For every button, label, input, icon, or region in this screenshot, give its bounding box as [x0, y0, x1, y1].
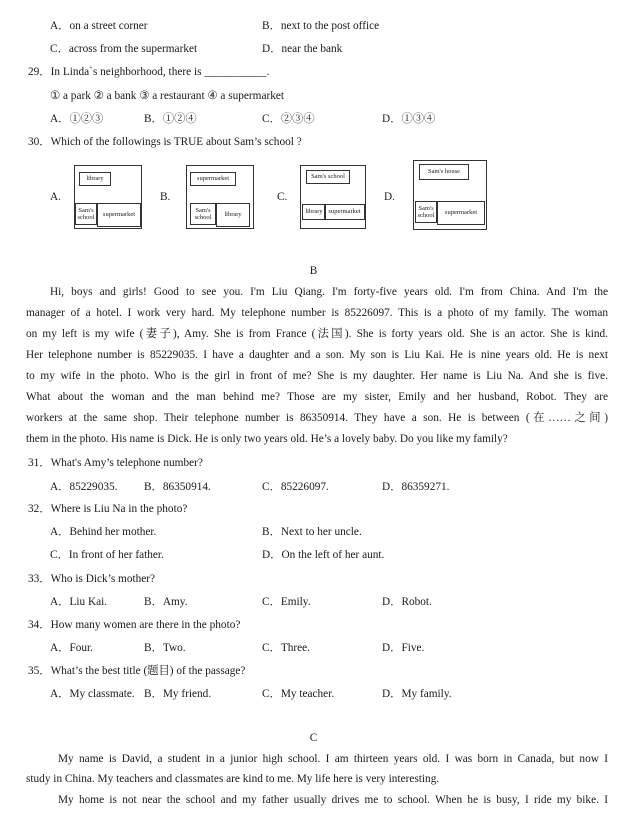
q34-option-d: D．Five.: [382, 642, 425, 654]
section-b-line: on my left is my wife (妻子), Amy. She is from France (法国). She is forty years old. She is an actor. She is kind.: [26, 328, 608, 340]
section-b-line: Her telephone number is 85229035. I have a daughter and a son. My son is Liu Kai. He is nine years old. He is next: [26, 349, 608, 361]
section-c-heading: C: [309, 732, 318, 744]
section-c-line: My name is David, a student in a junior high school. I am thirteen years old. I was born in Canada, but now I: [58, 753, 608, 765]
q34-option-c: C．Three.: [262, 642, 310, 654]
q28-option-c: C．across from the supermarket: [50, 43, 198, 55]
q30-option-a-label: A.: [50, 191, 61, 203]
map-c-right-box: supermarket: [324, 204, 365, 220]
map-b-left-box: Sam's school: [190, 203, 216, 225]
map-option-b: [186, 165, 254, 229]
section-c-line: My home is not near the school and my father usually drives me to school. When he is busy, I ride my bike. I: [58, 794, 608, 806]
q30-stem: 30．Which of the followings is TRUE about Sam’s school ?: [28, 136, 302, 148]
q34-option-b: B．Two.: [144, 642, 186, 654]
q29-stem: 29．In Linda`s neighborhood, there is ___________.: [28, 66, 270, 78]
q33-stem: 33．Who is Dick’s mother?: [28, 573, 156, 585]
q31-option-d: D．86359271.: [382, 481, 450, 493]
section-c-line: study in China. My teachers and classmates are kind to me. My life here is very interesting.: [26, 773, 440, 785]
q34-stem: 34．How many women are there in the photo?: [28, 619, 241, 631]
section-b-line: them in the photo. His name is Dick. He is only two years old. He’s a lovely baby. Do you like my family?: [26, 433, 508, 445]
q33-option-b: B．Amy.: [144, 596, 188, 608]
q29-items: ① a park ② a bank ③ a restaurant ④ a supermarket: [50, 90, 285, 102]
map-d-left-box: Sam's school: [415, 201, 437, 223]
map-c-left-box: library: [302, 204, 326, 220]
map-option-a: [74, 165, 142, 229]
map-c-top-box: Sam's school: [306, 170, 350, 184]
q28-option-b: B．next to the post office: [262, 20, 380, 32]
map-d-top-box: Sam's house: [419, 164, 469, 180]
section-b-line: Hi, boys and girls! Good to see you. I'm Liu Qiang. I'm forty-five years old. I'm from China. And I'm the: [50, 286, 608, 298]
q32-option-b: B．Next to her uncle.: [262, 526, 362, 538]
q31-option-b: B．86350914.: [144, 481, 211, 493]
section-b-line: to my wife in the photo. Who is the girl in front of me? She is my daughter. Her name is Liu Na. And she is five.: [26, 370, 608, 382]
q32-option-a: A．Behind her mother.: [50, 526, 157, 538]
map-a-right-box: supermarket: [97, 203, 141, 227]
q31-option-c: C．85226097.: [262, 481, 329, 493]
q33-option-c: C．Emily.: [262, 596, 311, 608]
q32-stem: 32．Where is Liu Na in the photo?: [28, 503, 188, 515]
q34-option-a: A．Four.: [50, 642, 93, 654]
map-b-right-box: library: [216, 203, 250, 227]
map-a-top-box: library: [79, 172, 111, 186]
map-option-c: [300, 165, 366, 229]
q32-option-c: C．In front of her father.: [50, 549, 164, 561]
q29-option-c: C．②③④: [262, 113, 315, 125]
map-a-left-box: Sam's school: [75, 203, 97, 225]
q35-option-d: D．My family.: [382, 688, 452, 700]
q29-option-b: B．①②④: [144, 113, 197, 125]
q30-option-b-label: B.: [160, 191, 171, 203]
q35-option-b: B．My friend.: [144, 688, 212, 700]
map-d-right-box: supermarket: [437, 201, 485, 225]
section-b-line: manager of a hotel. I work very hard. My telephone number is 85226097. This is a photo of my family. The woman: [26, 307, 608, 319]
section-b-line: workers at the same shop. Their telephone number is 86350914. They have a son. He is between (在……之间): [26, 412, 608, 424]
q29-option-a: A．①②③: [50, 113, 104, 125]
q28-option-d: D．near the bank: [262, 43, 343, 55]
map-option-d: [413, 160, 487, 230]
q28-option-a: A．on a street corner: [50, 20, 148, 32]
q30-option-d-label: D.: [384, 191, 395, 203]
q31-stem: 31．What's Amy’s telephone number?: [28, 457, 203, 469]
q33-option-d: D．Robot.: [382, 596, 432, 608]
q29-option-d: D．①③④: [382, 113, 436, 125]
q30-option-c-label: C.: [277, 191, 288, 203]
q35-stem: 35．What’s the best title (题目) of the passage?: [28, 665, 246, 677]
map-b-top-box: supermarket: [190, 172, 236, 186]
section-b-line: What about the woman and the man behind me? Those are my sister, Emily and her husband, Robot. They are: [26, 391, 608, 403]
q32-option-d: D．On the left of her aunt.: [262, 549, 385, 561]
section-b-heading: B: [309, 265, 318, 277]
q35-option-c: C．My teacher.: [262, 688, 335, 700]
q35-option-a: A．My classmate.: [50, 688, 135, 700]
q33-option-a: A．Liu Kai.: [50, 596, 108, 608]
q31-option-a: A．85229035.: [50, 481, 118, 493]
